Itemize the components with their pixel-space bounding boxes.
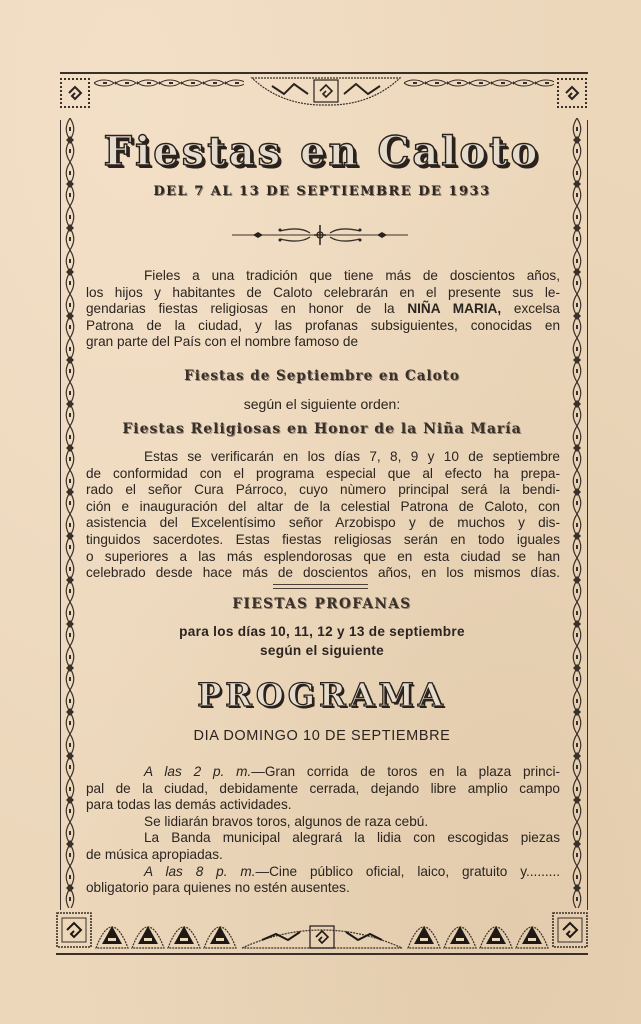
- religious-paragraph: [86, 449, 560, 582]
- section-divider: [273, 584, 368, 589]
- intro-line-2: los hijos y habitantes de Caloto celebrarán en el presente sus le-: [86, 284, 560, 300]
- program-line-5: La Banda municipal alegrará la lidia con escogidas piezas: [144, 830, 560, 846]
- dateline: DEL 7 AL 13 DE SEPTIEMBRE DE 1933: [153, 184, 491, 199]
- top-center-arch-ornament-icon: [250, 76, 402, 106]
- day-heading: DIA DOMINGO 10 DE SEPTIEMBRE: [193, 728, 451, 744]
- intro-paragraph: [86, 268, 560, 351]
- bottom-triangle-border-icon: [56, 910, 588, 950]
- program-title: PROGRAMA: [197, 676, 447, 714]
- program-line-3: para todas las demás actividades.: [86, 797, 292, 813]
- frame-bottom-rule: [56, 953, 588, 955]
- program-line-6: de música apropiadas.: [86, 846, 223, 862]
- program-paragraph: [86, 764, 560, 897]
- religious-line-6: tinguidos sacerdotes. Estas fiestas religiosas serán en todo iguales: [86, 531, 560, 547]
- right-chain-border-icon: [571, 118, 583, 908]
- order-intro: según el siguiente orden:: [243, 396, 401, 412]
- religious-heading: Fiestas Religiosas en Honor de la Niña María: [122, 421, 522, 437]
- scroll-flourish-icon: [230, 224, 410, 246]
- intro-line-3: [86, 301, 560, 318]
- profane-days: para los días 10, 11, 12 y 13 de septiembre: [179, 624, 465, 639]
- frame-top-rule: [60, 72, 588, 74]
- intro-line-3-before: gendarias fiestas religiosas en honor de la: [86, 301, 408, 317]
- religious-line-2: de conformidad con el programa especial que al efecto ha prepa-: [86, 465, 560, 481]
- intro-line-4: Patrona de la ciudad, y las profanas subsiguientes, conocidas en: [86, 317, 560, 333]
- program-line-7: [86, 864, 560, 881]
- left-chain-border-icon: [64, 118, 76, 908]
- intro-line-5: gran parte del País con el nombre famoso de: [86, 334, 359, 350]
- profane-following: según el siguiente: [260, 643, 384, 658]
- program-line-8: obligatorio para quienes no estén ausentes.: [86, 880, 350, 896]
- festival-name-heading: Fiestas de Septiembre en Caloto: [184, 368, 460, 384]
- intro-line-1: Fieles a una tradición que tiene más de doscientos años,: [144, 268, 560, 283]
- frame-left-rule: [60, 120, 61, 910]
- religious-line-7: o superiores a las más esplendorosas que en esta ciudad se han: [86, 548, 560, 564]
- document-title: Fiestas en Caloto: [103, 128, 541, 175]
- religious-line-8: celebrado desde hace más de doscientos años, en los mismos días.: [86, 565, 560, 581]
- top-left-chain-icon: [94, 78, 244, 88]
- program-time-2pm: A las 2 p. m.: [144, 764, 252, 779]
- program-line-2: pal de la ciudad, debidamente cerrada, dejando libre amplio campo: [86, 780, 560, 796]
- top-left-spiral-box-icon: [60, 78, 90, 108]
- religious-line-1: Estas se verificarán en los días 7, 8, 9 y 10 de septiembre: [144, 449, 560, 464]
- religious-line-3: rado el señor Cura Párroco, cuyo nùmero principal será la bendi-: [86, 482, 560, 498]
- program-line-1-text: —Gran corrida de toros en la plaza princi-: [251, 764, 560, 779]
- nina-maria-emphasis: NIÑA MARIA,: [407, 301, 502, 317]
- program-line-7-text: —Cine público oficial, laico, gratuito y.........: [255, 863, 560, 879]
- religious-line-4: ción e inauguración del altar de la celestial Patrona de Caloto, con: [86, 498, 560, 514]
- program-line-1: [86, 764, 560, 781]
- top-right-chain-icon: [404, 78, 554, 88]
- religious-line-5: asistencia del Excelentísimo señor Arzobispo y de muchos y dis-: [86, 515, 560, 531]
- intro-line-3-after: excelsa: [501, 301, 560, 317]
- frame-right-rule: [587, 120, 588, 910]
- program-time-8pm: A las 8 p. m.: [144, 863, 256, 879]
- top-right-spiral-box-icon: [557, 78, 587, 108]
- program-line-4: Se lidiarán bravos toros, algunos de raza cebú.: [144, 813, 429, 829]
- profane-heading: FIESTAS PROFANAS: [232, 596, 412, 612]
